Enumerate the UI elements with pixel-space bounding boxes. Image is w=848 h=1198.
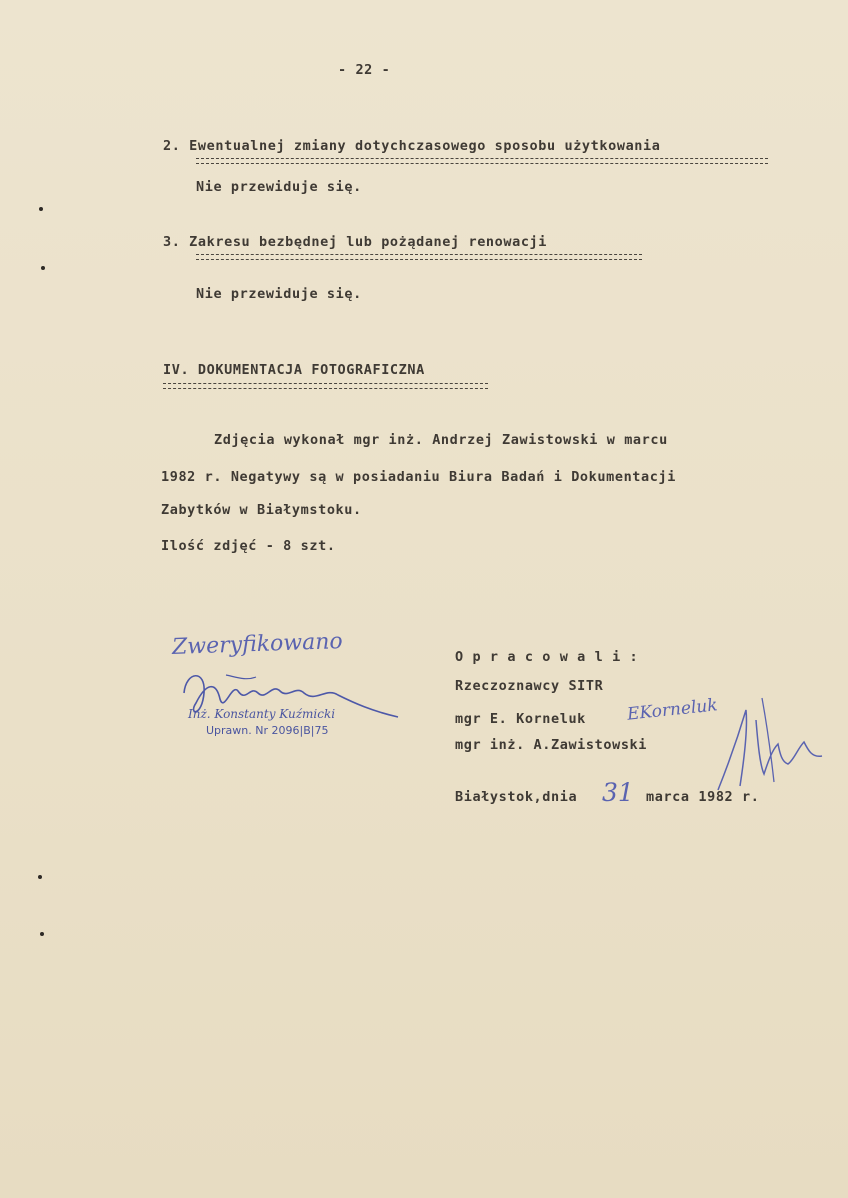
margin-dot (40, 932, 44, 936)
margin-dot (38, 875, 42, 879)
section-paragraph-line-2: 1982 r. Negatywy są w posiadaniu Biura Badań i Dokumentacji (161, 469, 676, 485)
item-3-heading: 3. Zakresu bezbędnej lub pożądanej renowacji (163, 234, 548, 250)
author-2: mgr inż. A.Zawistowski (455, 737, 648, 753)
date-prefix: Białystok,dnia (455, 789, 578, 805)
stamp-license: Uprawn. Nr 2096|B|75 (206, 724, 329, 737)
author-1: mgr E. Korneluk (455, 711, 586, 727)
item-3-underline (196, 254, 642, 260)
author-2-signature (700, 690, 840, 800)
prepared-by-title: Rzeczoznawcy SITR (455, 678, 604, 694)
margin-dot (41, 266, 45, 270)
section-paragraph-line-4: Ilość zdjęć - 8 szt. (161, 538, 336, 554)
stamp-name: Inż. Konstanty Kuźmicki (188, 707, 336, 721)
prepared-by-label: O p r a c o w a l i : (455, 649, 639, 665)
item-2-underline (196, 158, 768, 164)
item-3-body: Nie przewiduje się. (196, 286, 362, 302)
margin-dot (39, 207, 43, 211)
section-paragraph-line-3: Zabytków w Białymstoku. (161, 502, 362, 518)
date-suffix: marca 1982 r. (646, 789, 760, 805)
section-underline (163, 383, 488, 389)
author-1-signature: EKorneluk (626, 695, 719, 725)
section-heading: IV. DOKUMENTACJA FOTOGRAFICZNA (163, 362, 425, 378)
item-2-body: Nie przewiduje się. (196, 179, 362, 195)
item-2-heading: 2. Ewentualnej zmiany dotychczasowego sposobu użytkowania (163, 138, 661, 154)
date-day: 31 (602, 778, 634, 807)
page-number: - 22 - (338, 62, 391, 78)
verification-note: Zweryfikowano (171, 629, 344, 660)
section-paragraph-line-1: Zdjęcia wykonał mgr inż. Andrzej Zawistowski w marcu (214, 432, 668, 448)
